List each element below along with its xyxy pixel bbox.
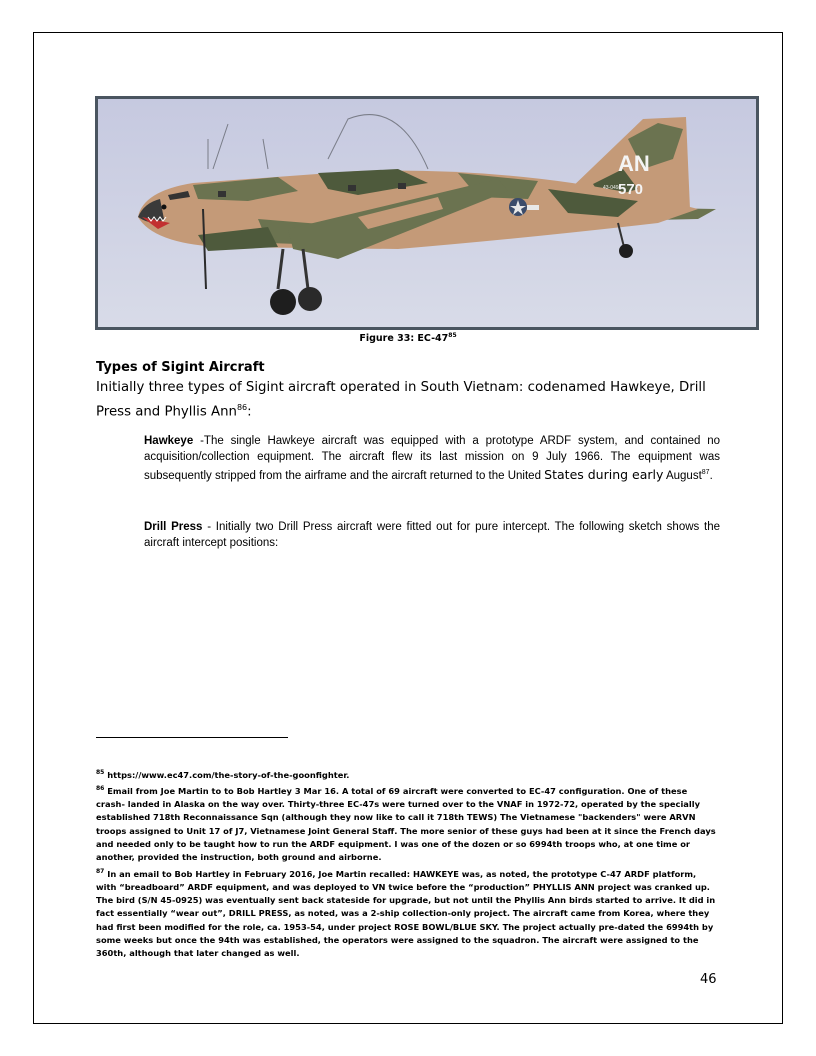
footnotes	[96, 766, 716, 960]
section-intro: Initially three types of Sigint aircraft operated in South Vietnam: codenamed Hawkeye, Drill Press and Phyllis Ann$^{86}$:	[96, 380, 706, 420]
figure-caption-footnote-ref: 85	[448, 332, 457, 339]
tail-number-label: 570	[618, 181, 644, 198]
footnote-87: $^{87}$ In an email to Bob Hartley in February 2016, Joe Martin recalled: HAWKEYE was, as noted, the prototype C-47 ARDF platform, with “breadboard” ARDF equipment, and was deployed to VN twice before the “production” PHYLLIS ANN project was cranked up. The bird (S/N 45-0925) was eventually sent back stateside for upgrade, but not until the Phyllis Ann birds started to arrive. It did in fact essentially “wear out”, DRILL PRESS, as noted, was a 2-ship collection-only project. The aircraft came from Korea, where they had first been modified for the role, ca. 1953-54, under project ROSE BOWL/BLUE SKY. The project actually pre-dated the 6994th by some weeks but once the 94th was established, the operators were assigned to the squadron. The aircraft were assigned to the 360th, although that later changed as well.	[96, 867, 716, 959]
section-heading: Types of Sigint Aircraft	[96, 360, 265, 375]
figure-caption: Figure 33: $EC-47^{85}$	[359, 332, 457, 345]
page-number: 46	[700, 972, 717, 987]
footnote-separator	[96, 737, 288, 738]
drill-press-paragraph: Drill Press - Initially two Drill Press aircraft were fitted out for pure intercept. The following sketch shows the aircraft intercept positions:	[144, 521, 720, 549]
hawkeye-footnote-ref: 87	[701, 469, 710, 476]
drill-press-title: Drill Press	[144, 521, 203, 533]
footnote-86: $^{86}$ Email from Joe Martin to to Bob Hartley 3 Mar 16. A total of 69 aircraft were converted to EC-47 configuration. One of these crash- landed in Alaska on the way over. Thirty-three EC-47s were turned over to the VNAF in 1972-72, operated by the specially established 718th Reconnaissance Sqn (although they now like to call it 718th TEWS) The Vietnamese "backenders" were ARVN troops assigned to Unit 17 of J7, Vietnamese Joint General Staff. The more senior of these guys had been at it since the French days and needed only to be taught how to run the ARDF equipment. I was one of the dozen or so 6994th troops who, at one time or another, provided the instruction, both ground and airborne.	[96, 785, 716, 863]
intro-footnote-ref: 86	[236, 403, 248, 412]
footnote-85: $^{85}$ https://www.ec47.com/the-story-of-the-goonfighter.	[96, 769, 350, 780]
ec47-aircraft-image	[98, 99, 756, 327]
aircraft-photo	[95, 96, 759, 330]
tail-serial-label: 43-049	[603, 185, 619, 191]
tail-code-label: AN	[618, 151, 650, 176]
hawkeye-paragraph: Hawkeye -The single Hawkeye aircraft was equipped with a prototype ARDF system, and contained no acquisition/collection equipment. The aircraft flew its last mission on 9 July 1966. The equipment was subsequently stripped from the airframe and the aircraft returned to the United States during early August$^{87}$.	[144, 435, 720, 482]
hawkeye-title: Hawkeye	[144, 435, 194, 447]
